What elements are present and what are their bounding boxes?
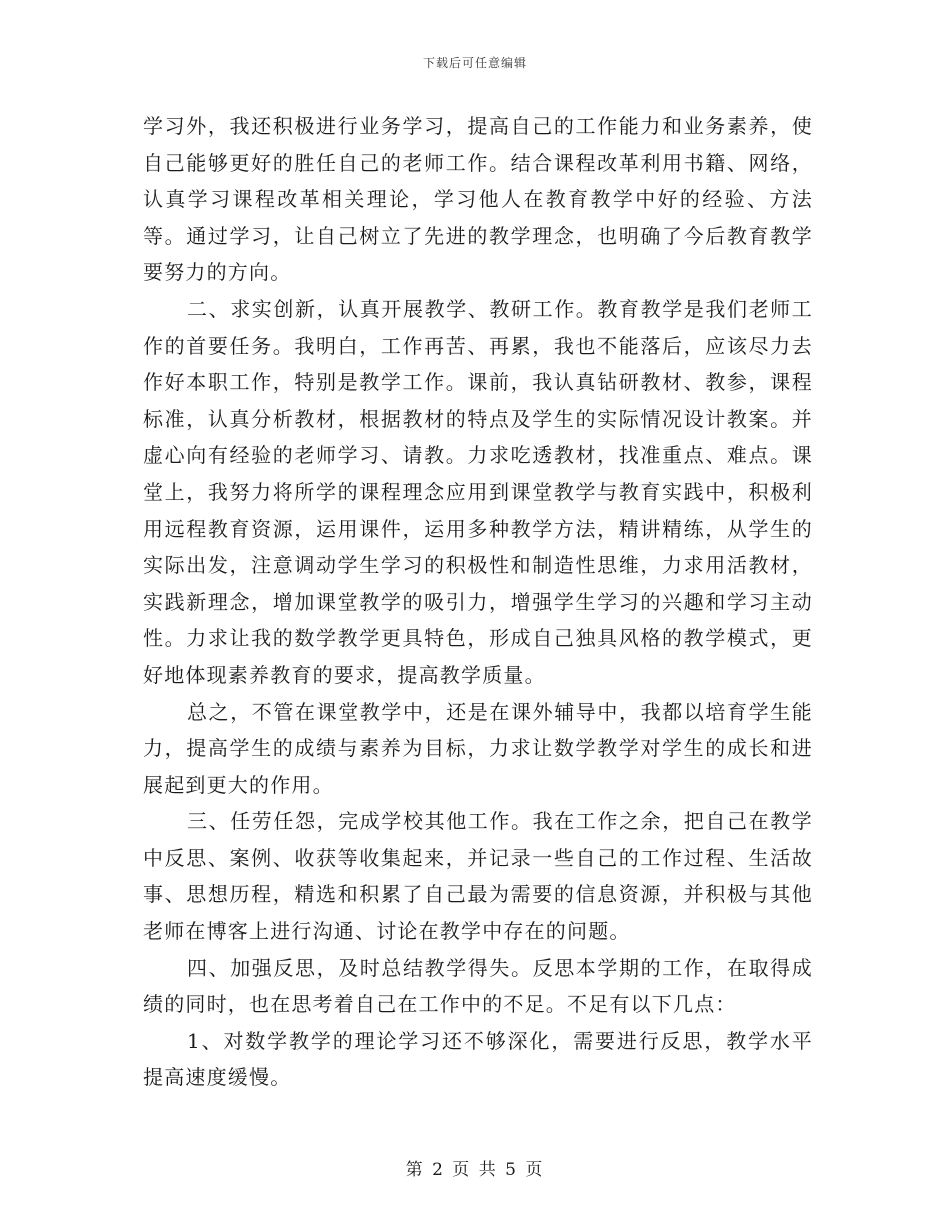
paragraph-study-continuation: 学习外，我还积极进行业务学习，提高自己的工作能力和业务素养，使自己能够更好的胜任自己的老师工作。结合课程改革利用书籍、网络，认真学习课程改革相关理论，学习他人在教育教学中好的经验、方法等。通过学习，让自己树立了先进的教学理念，也明确了今后教育教学要努力的方向。 xyxy=(143,114,813,285)
page-number-footer: 第 2 页 共 5 页 xyxy=(405,1160,545,1180)
paragraph-summary: 总之，不管在课堂教学中，还是在课外辅导中，我都以培育学生能力，提高学生的成绩与素养为目标，力求让数学教学对学生的成长和进展起到更大的作用。 xyxy=(143,699,813,797)
paragraph-section-four-reflection: 四、加强反思，及时总结教学得失。反思本学期的工作，在取得成绩的同时，也在思考着自己在工作中的不足。不足有以下几点： xyxy=(143,955,813,1017)
paragraph-shortcoming-one: 1、对数学教学的理论学习还不够深化，需要进行反思，教学水平提高速度缓慢。 xyxy=(143,1028,813,1090)
page-header: 下载后可任意编辑 xyxy=(422,56,527,70)
document-body xyxy=(143,108,813,1096)
paragraph-section-two-teaching: 二、求实创新，认真开展教学、教研工作。教育教学是我们老师工作的首要任务。我明白，工作再苦、再累，我也不能落后，应该尽力去作好本职工作，特别是教学工作。课前，我认真钻研教材、教参，课程标准，认真分析教材，根据教材的特点及学生的实际情况设计教案。并虚心向有经验的老师学习、请教。力求吃透教材，找准重点、难点。课堂上，我努力将所学的课程理念应用到课堂教学与教育实践中，积极利用远程教育资源，运用课件，运用多种教学方法，精讲精练，从学生的实际出发，注意调动学生学习的积极性和制造性思维，力求用活教材，实践新理念，增加课堂教学的吸引力，增强学生学习的兴趣和学习主动性。力求让我的数学教学更具特色，形成自己独具风格的教学模式，更好地体现素养教育的要求，提高教学质量。 xyxy=(143,296,813,687)
paragraph-section-three-other-work: 三、任劳任怨，完成学校其他工作。我在工作之余，把自己在教学中反思、案例、收获等收集起来，并记录一些自己的工作过程、生活故事、思想历程，精选和积累了自己最为需要的信息资源，并积极与其他老师在博客上进行沟通、讨论在教学中存在的问题。 xyxy=(143,809,813,944)
